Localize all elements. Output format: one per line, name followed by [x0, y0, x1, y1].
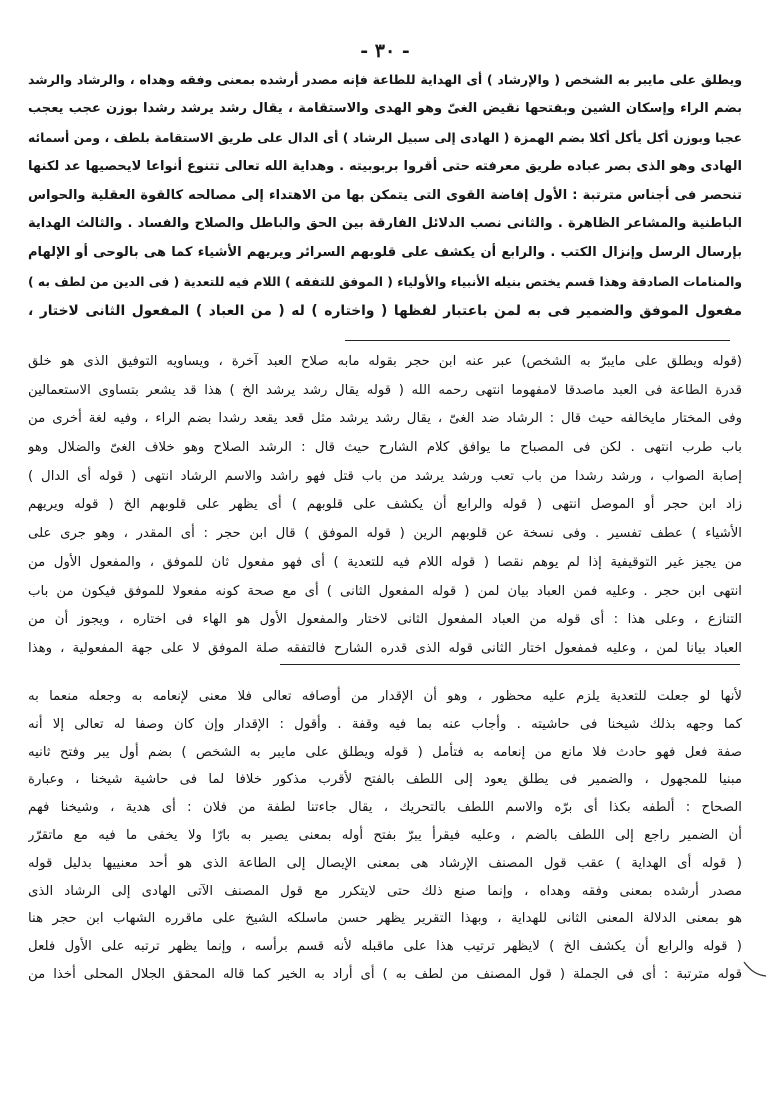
commentary-line: انتهى ابن حجر . وعليه فمن العباد بيان لمن ( قوله المفعول الثانى ) أى مع صحة كونه مفعولا للموفق فيكون من باب	[28, 583, 742, 599]
sub-commentary-line: ( قوله والرابع أن يكشف الخ ) لايظهر ترتيب هذا على ماقبله لأنه قسم برأسه ، وإنما يظهر ترتبه على الأول فلعل	[28, 939, 742, 955]
main-text-line: ويطلق على مايبر به الشخص ( والإرشاد ) أى الهداية للطاعة فإنه مصدر أرشده بمعنى وفقه وهداه ، والرشاد والرشد	[28, 72, 742, 87]
sub-commentary-line: الصحاح : ألطفه بكذا أى برّه والاسم اللطف بالتحريك ، يقال جاءتنا لطفة من فلان : أى هدية ، وشيخنا فهم	[28, 800, 742, 816]
main-text-line: الباطنية والمشاعر الظاهرة . والثانى نصب الدلائل الفارقة بين الحق والباطل والصلاح والفساد . والثالث الهداية	[28, 216, 742, 232]
main-text-line: والمنامات الصادقة وهذا قسم يختص بنيله الأنبياء والأولياء ( الموفق للتفقه ) اللام فيه للتعدية ( فى الدين من لطف به )	[28, 275, 742, 290]
page-number: - ٣٠ -	[360, 40, 410, 62]
sub-commentary-line: ( قوله أى الهداية ) عقب قول المصنف الإرشاد هى بمعنى الإيصال إلى الطاعة الذى هو أحد معنييها بدليل قوله	[28, 855, 742, 871]
commentary-line: وفى المختار مايخالفه حيث قال : الرشاد ضد الغىّ ، يقال رشد يرشد مثل قعد يقعد رشدا بضم الراء ، وفيه لغة أخرى من	[28, 411, 742, 427]
sub-commentary-line: هو بمعنى الدلالة المعنى الثانى للهداية ، وبهذا التقرير يظهر حسن ماسلكه الشيخ على ماقرره الشهاب ابن حجر هنا	[28, 911, 742, 927]
commentary-line: العباد بيانا لمن ، وعليه فمفعول اختار الثانى قوله الذى قدره الشارح فالتفقه صلة الموفق لا على جهة المفعولية ، وهذا	[28, 640, 742, 656]
sub-commentary-line: مبنيا للمجهول ، والضمير فى يطلق يعود إلى اللطف بالفتح لأقرب مذكور خلافا لما فى حاشية شيخنا ، وعبارة	[28, 772, 742, 788]
main-text-line: بضم الراء وإسكان الشين وبفتحها نقيض الغىّ وهو الهدى والاستقامة ، يقال رشد يرشد رشدا بوزن عجب يعجب	[28, 100, 742, 116]
sub-commentary-line: قوله مترتبة : أى فى الجملة ( قول المصنف من لطف به ) أى أراد به الخير كما قاله المحقق الجلال المحلى أخذا من	[28, 966, 742, 982]
commentary-line: التنازع ، وعلى هذا : أى قوله من العباد المفعول الثانى لاختار والمفعول الأول هو الهاء فى اختاره ، ويجوز أن من	[28, 612, 742, 628]
sub-commentary-line: لأنها لو جعلت للتعدية يلزم عليه محظور ، وهو أن الإقدار من أوصافه تعالى فلا معنى لإنعامه به وجعله منعما به	[28, 689, 742, 704]
sub-commentary-section	[28, 683, 742, 989]
commentary-line: باب طرب انتهى . لكن فى المصباح ما يوافق كلام الشارح حيث قال : الرشد الصلاح وهو خلاف الغىّ والضلال وهو	[28, 440, 742, 456]
main-text-line: الهادى وهو الذى بصر عباده طريق معرفته حتى أقروا بربوبيته . وهداية الله تعالى تتنوع أنواعا لايحصيها عد لكنها	[28, 158, 742, 174]
commentary-line: إصابة الصواب ، ورشد رشدا من باب تعب ورشد يرشد من باب قتل فهو راشد والاسم الرشاد انتهى ( قوله أى الدال )	[28, 468, 742, 484]
commentary-line: (قوله ويطلق على مايبرّ به الشخص) عبر عنه ابن حجر بقوله مابه صلاح العبد آخرة ، ويساويه التوفيق الذى هو خلق	[28, 354, 742, 369]
commentary-line: من يجيز غير التوقيفية إذا لم يوهم نقصا ( قوله اللام فيه للتعدية ) أى فهو مفعول ثان للموفق ، والمفعول الأول من	[28, 554, 742, 570]
margin-mark	[742, 958, 768, 980]
commentary-line: زاد ابن حجر أو الموصل انتهى ( قوله والرابع أن يكشف على قلوبهم ) أى يظهر على قلوبهم الخ ( قوله ويريهم	[28, 497, 742, 513]
commentary-section	[28, 348, 742, 664]
sub-commentary-line: كما وجهه بذلك شيخنا فى حاشيته . وأجاب عنه بما فيه وقفة . وأقول : الإقدار وإن كان وصفا له تعالى إلا أنه	[28, 716, 742, 732]
sub-commentary-line: أن الضمير راجع إلى اللطف بالضم ، وعليه فيقرأ يبرّ بفتح أوله بمعنى يصير به بارّا ولا يخفى ما فيه مع ماتقرّر	[28, 827, 742, 843]
separator-rule	[280, 664, 740, 665]
separator-rule	[345, 340, 730, 341]
main-text-line: عجبا وبوزن أكل يأكل أكلا بضم الهمزة ( الهادى إلى سبيل الرشاد ) أى الدال على طريق الاستقامة بلطف ، ومن أسمائه	[28, 130, 742, 145]
main-text-line: بإرسال الرسل وإنزال الكتب . والرابع أن يكشف على قلوبهم السرائر ويريهم الأشياء كما هى بالوحى أو الإلهام	[28, 245, 742, 261]
main-text	[28, 66, 742, 326]
sub-commentary-line: مصدر أرشده بمعنى وفقه وهداه ، وإنما صنع ذلك حتى لايتكرر مع قول المصنف الآتى الهادى إلى الرشاد الذى	[28, 883, 742, 899]
sub-commentary-line: صفة فعل فهو حادث فلا مانع من إنعامه به فتأمل ( قوله ويطلق على مايبر به الشخص ) بضم أول يبر وفتح ثانيه	[28, 744, 742, 760]
commentary-line: قدرة الطاعة فى العبد ماصدقا لامفهوما انتهى رحمه الله ( قوله يقال رشد يرشد الخ ) هذا قد يشعر بتساوى الاستعمالين	[28, 382, 742, 398]
main-text-line: مفعول الموفق والضمير فى به لمن باعتبار لفظها ( واختاره ) له ( من العباد ) المفعول الثانى لاختار ،	[28, 303, 742, 320]
commentary-line: الأشياء ) عطف تفسير . وفى نسخة عن قلوبهم الرين ( قوله الموفق ) قال ابن حجر : أى المقدر ، وهو جرى على	[28, 526, 742, 542]
main-text-line: تنحصر فى أجناس مترتبة : الأول إفاضة القوى التى يتمكن بها من الاهتداء إلى مصالحه كالقوة العقلية والحواس	[28, 187, 742, 203]
